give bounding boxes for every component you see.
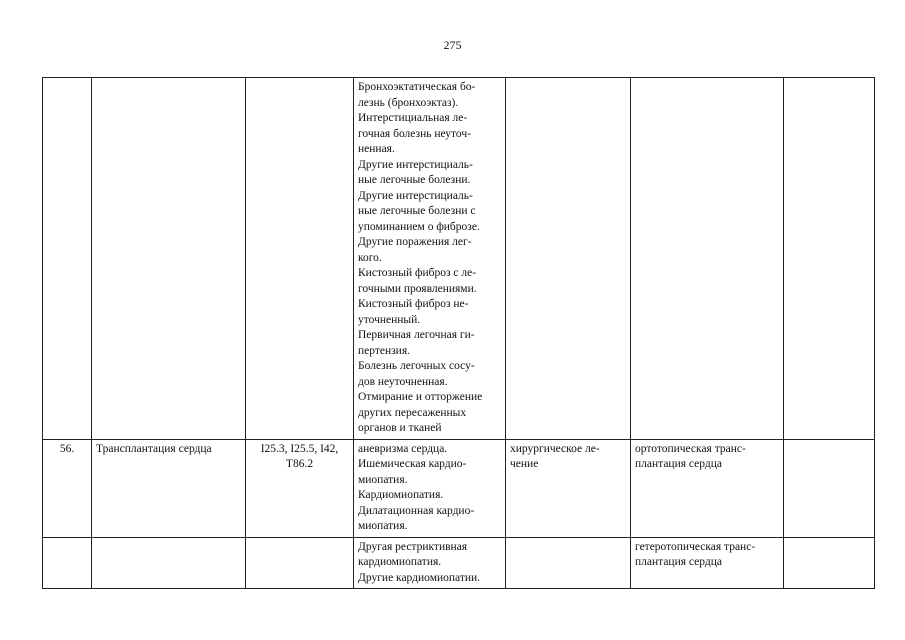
- diagnosis-line: кого.: [358, 251, 382, 264]
- diagnosis-line: упоминанием о фиброзе.: [358, 220, 480, 233]
- diagnosis-line: Другие интерстициаль-: [358, 158, 473, 171]
- table-row: [43, 439, 875, 537]
- procedure-name-cell: [92, 78, 246, 440]
- table-row: [43, 78, 875, 440]
- diagnosis-line: кардиомиопатия.: [358, 556, 442, 568]
- diagnosis-line: Первичная легочная ги-: [358, 329, 475, 341]
- diagnosis-line: других пересаженных: [358, 406, 467, 419]
- diagnosis-line: уточненный.: [358, 313, 421, 326]
- diagnosis-line: Дилатационная кардио-: [358, 504, 475, 517]
- treatment-method-line: плантация сердца: [635, 556, 722, 568]
- empty-cell: [784, 439, 875, 537]
- diagnosis-cell: [354, 537, 506, 589]
- diagnosis-line: Другие кардиомиопатии.: [358, 571, 481, 584]
- diagnosis-line: лезнь (бронхоэктаз).: [358, 96, 459, 109]
- icd-codes-cell: [246, 439, 354, 537]
- treatment-method-cell: [631, 78, 784, 440]
- diagnosis-line: дов неуточненная.: [358, 375, 448, 388]
- procedure-name-cell: [92, 537, 246, 589]
- diagnosis-line: Кистозный фиброз с ле-: [358, 267, 477, 279]
- diagnosis-line: миопатия.: [358, 520, 408, 532]
- diagnosis-line: миопатия.: [358, 473, 408, 486]
- icd-codes-line: T86.2: [285, 458, 314, 470]
- medical-procedures-table: [42, 77, 875, 589]
- treatment-method-cell: [631, 537, 784, 589]
- row-number-cell: [43, 537, 92, 589]
- diagnosis-line: Другие интерстициаль-: [358, 189, 473, 202]
- diagnosis-line: Отмирание и отторжение: [358, 391, 483, 403]
- diagnosis-line: ные легочные болезни с: [358, 205, 476, 217]
- diagnosis-line: Кардиомиопатия.: [358, 489, 444, 501]
- row-number-cell: 56.: [43, 439, 92, 537]
- procedure-name-cell: Трансплантация сердца: [92, 439, 246, 537]
- empty-cell: [784, 537, 875, 589]
- diagnosis-cell: [354, 439, 506, 537]
- treatment-type-line: хирургическое ле-: [510, 442, 600, 455]
- table-row: [43, 537, 875, 589]
- diagnosis-line: Ишемическая кардио-: [358, 458, 467, 470]
- treatment-type-cell: [506, 439, 631, 537]
- diagnosis-line: Интерстициальная ле-: [358, 112, 468, 124]
- empty-cell: [784, 78, 875, 440]
- diagnosis-line: ненная.: [358, 143, 395, 155]
- diagnosis-line: пертензия.: [358, 344, 411, 357]
- treatment-method-cell: [631, 439, 784, 537]
- diagnosis-line: аневризма сердца.: [358, 442, 448, 455]
- treatment-method-line: гетеротопическая транс-: [635, 540, 756, 553]
- treatment-method-line: ортотопическая транс-: [635, 442, 746, 455]
- icd-codes-cell: [246, 537, 354, 589]
- row-number-cell: [43, 78, 92, 440]
- icd-codes-line: I25.3, I25.5, I42,: [260, 442, 339, 455]
- diagnosis-line: ные легочные болезни.: [358, 174, 471, 186]
- diagnosis-cell: [354, 78, 506, 440]
- diagnosis-line: Другие поражения лег-: [358, 236, 472, 248]
- diagnosis-line: органов и тканей: [358, 422, 442, 434]
- page-number: 275: [443, 38, 462, 52]
- treatment-type-cell: [506, 537, 631, 589]
- icd-codes-cell: [246, 78, 354, 440]
- diagnosis-line: гочными проявлениями.: [358, 282, 477, 295]
- diagnosis-line: Болезнь легочных сосу-: [358, 360, 475, 372]
- treatment-method-line: плантация сердца: [635, 458, 722, 470]
- diagnosis-line: гочная болезнь неуточ-: [358, 127, 472, 140]
- treatment-type-cell: [506, 78, 631, 440]
- treatment-type-line: чение: [510, 458, 539, 470]
- diagnosis-line: Другая рестриктивная: [358, 540, 468, 553]
- diagnosis-line: Бронхоэктатическая бо-: [358, 81, 476, 93]
- diagnosis-line: Кистозный фиброз не-: [358, 298, 469, 310]
